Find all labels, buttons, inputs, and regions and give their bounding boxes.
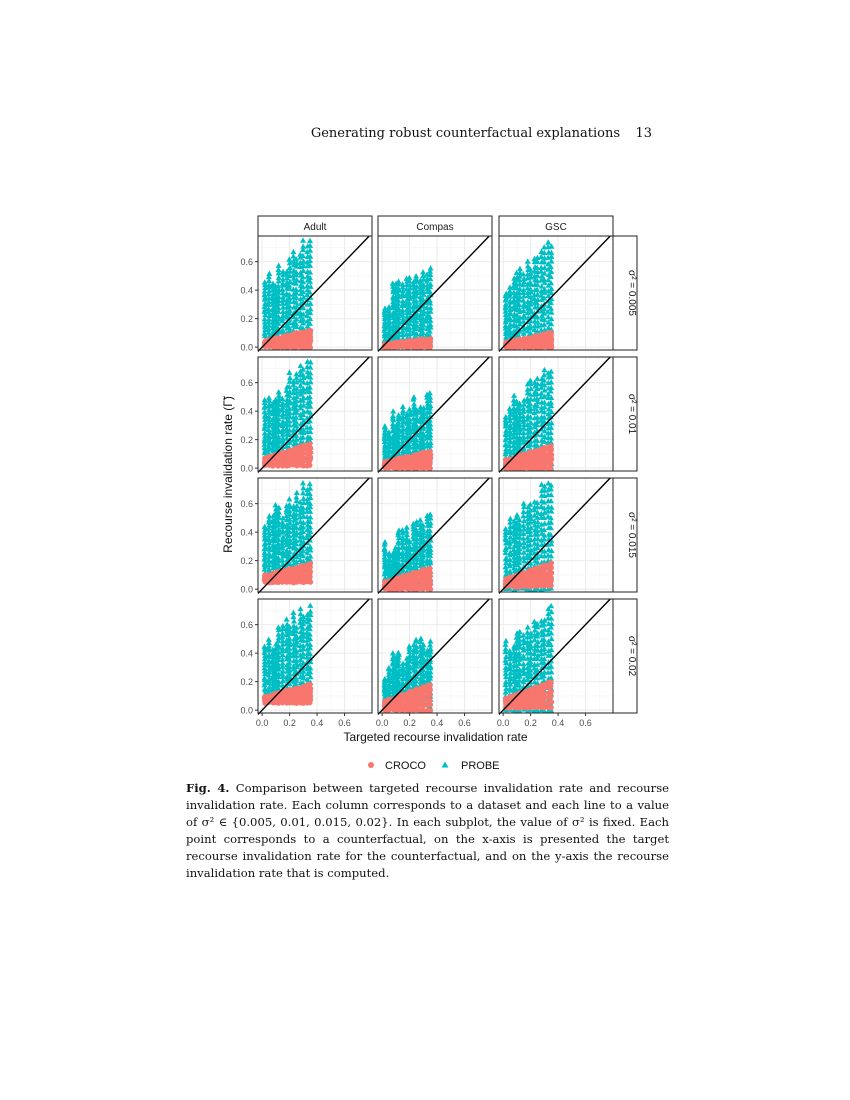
legend-probe-marker (442, 762, 449, 768)
legend-croco-label: CROCO (385, 760, 426, 772)
panel-gsc-2 (499, 478, 613, 593)
panel-compas-0 (378, 236, 492, 351)
y-tick-label: 0.2 (240, 435, 253, 446)
y-tick-label: 0.6 (240, 378, 253, 389)
x-tick-label: 0.2 (283, 718, 296, 728)
x-tick-label: 0.4 (551, 718, 565, 728)
facet-label-compas: Compas (416, 222, 454, 233)
croco-point (549, 689, 554, 694)
row-label-3: σ² = 0.02 (626, 635, 637, 677)
croco-point (548, 694, 553, 699)
panel-gsc-3 (497, 599, 613, 728)
croco-point (549, 699, 554, 704)
facet-label-adult: Adult (303, 222, 327, 233)
panel-gsc-0 (499, 236, 613, 351)
facet-label-gsc: GSC (545, 222, 567, 233)
page-number: 13 (635, 126, 652, 141)
x-tick-label: 0.6 (338, 718, 351, 728)
running-title: Generating robust counterfactual explanations (310, 126, 620, 141)
y-tick-label: 0.0 (240, 342, 253, 353)
y-tick-label: 0.0 (240, 584, 253, 595)
croco-point (549, 560, 554, 565)
croco-point (307, 441, 312, 446)
y-tick-label: 0.2 (240, 314, 253, 325)
croco-point (308, 454, 313, 459)
x-tick-label: 0.6 (458, 718, 471, 728)
croco-point (427, 692, 432, 697)
croco-point (308, 328, 313, 333)
y-tick-label: 0.4 (240, 406, 253, 417)
y-tick-label: 0.6 (240, 257, 253, 268)
croco-point (428, 587, 433, 592)
x-tick-label: 0.0 (255, 718, 269, 728)
croco-point (548, 466, 553, 471)
croco-point (521, 451, 526, 456)
row-label-0: σ² = 0.005 (626, 270, 637, 316)
panel-adult-2 (240, 478, 372, 595)
y-tick-label: 0.4 (240, 648, 253, 659)
x-tick-label: 0.2 (524, 718, 537, 728)
croco-point (307, 682, 312, 687)
croco-point (427, 698, 432, 703)
croco-point (548, 705, 553, 710)
croco-point (549, 452, 554, 457)
y-tick-label: 0.4 (240, 285, 253, 296)
x-tick-label: 0.2 (403, 718, 416, 728)
panel-gsc-1 (499, 357, 613, 472)
caption-text: Comparison between targeted recourse invalidation rate and recourse invalidation rate. Each column corresponds to a dataset and each line to a value of σ² ∈ {0.005, 0.01, 0.015, 0.02}. In each subplot, the value of σ² is fixed. Each point corresponds to a counterfactual, on the x-axis is presented the target recourse invalidation rate for the counterfactual, and on the y-axis the recourse invalidation rate that is computed. (186, 781, 670, 880)
croco-point (427, 449, 432, 454)
x-tick-label: 0.4 (310, 718, 324, 728)
panel-compas-3 (376, 599, 492, 728)
legend-croco-marker (368, 762, 374, 768)
panel-compas-1 (378, 357, 492, 472)
croco-point (427, 566, 432, 571)
panel-adult-0 (240, 236, 372, 353)
legend-probe-label: PROBE (461, 760, 500, 772)
x-tick-label: 0.0 (496, 718, 510, 728)
croco-point (541, 691, 546, 696)
croco-point (549, 330, 554, 335)
croco-point (427, 687, 432, 692)
figure-caption (186, 780, 669, 882)
croco-point (548, 679, 553, 684)
y-tick-label: 0.2 (240, 556, 253, 567)
panel-adult-3 (240, 599, 372, 728)
y-tick-label: 0.0 (240, 463, 253, 474)
y-tick-label: 0.2 (240, 677, 253, 688)
x-axis-title: Targeted recourse invalidation rate (343, 730, 528, 744)
y-tick-label: 0.0 (240, 705, 253, 716)
x-tick-label: 0.0 (375, 718, 389, 728)
row-label-1: σ² = 0.01 (626, 393, 637, 435)
croco-point (427, 682, 432, 687)
croco-point (307, 462, 312, 467)
y-tick-label: 0.4 (240, 527, 253, 538)
panel-adult-1 (240, 357, 372, 474)
croco-point (428, 578, 433, 583)
croco-point (308, 561, 313, 566)
croco-point (428, 336, 433, 341)
x-tick-label: 0.4 (430, 718, 444, 728)
croco-point (548, 443, 553, 448)
caption-label: Fig. 4. (186, 781, 230, 795)
y-tick-label: 0.6 (240, 620, 253, 631)
y-axis-title: Recourse invalidation rate (Γ̃) (221, 396, 235, 553)
row-label-2: σ² = 0.015 (626, 512, 637, 558)
croco-point (548, 575, 553, 580)
x-tick-label: 0.6 (579, 718, 592, 728)
croco-point (549, 570, 554, 575)
y-tick-label: 0.6 (240, 499, 253, 510)
panel-compas-2 (378, 478, 492, 593)
